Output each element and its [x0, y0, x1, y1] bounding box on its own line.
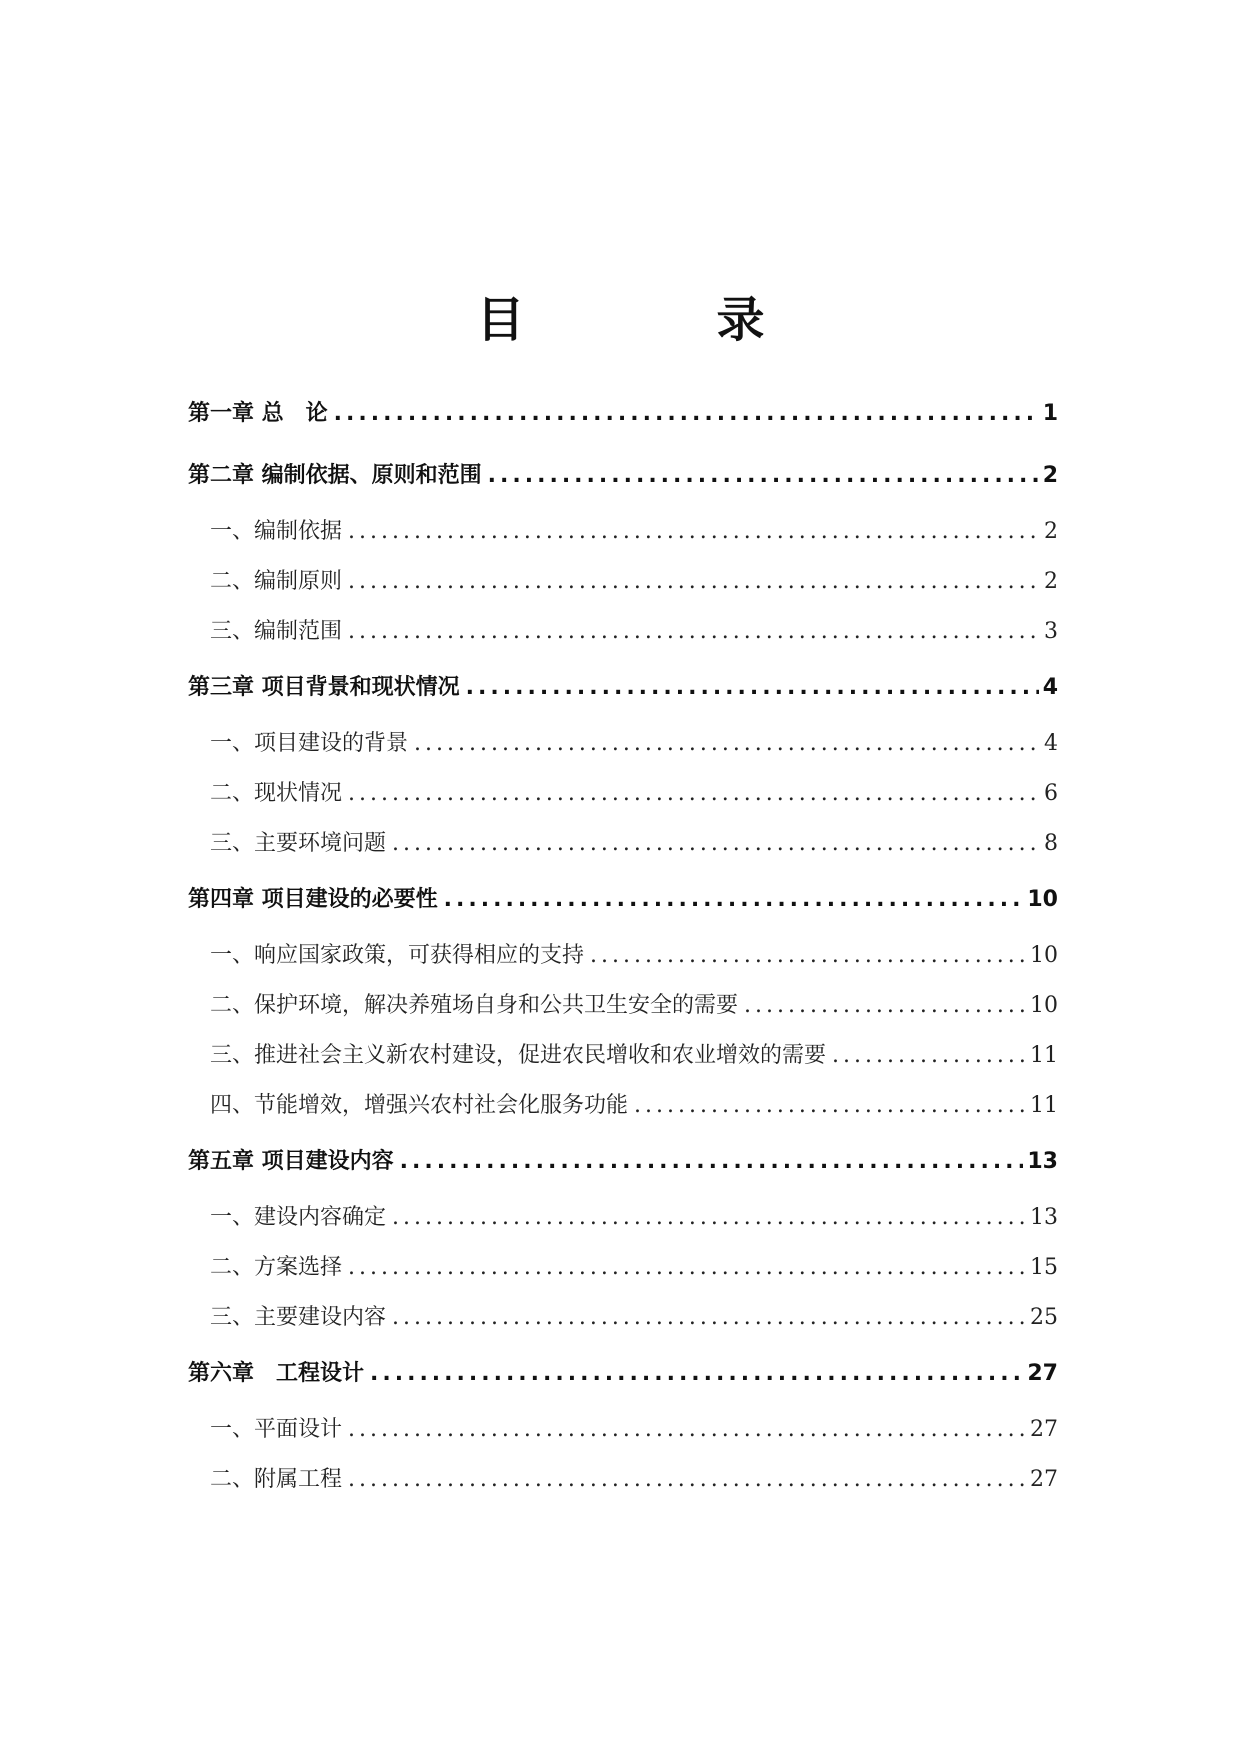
toc-page-number: 2 — [1044, 519, 1058, 544]
toc-entry-section[interactable] — [188, 822, 1058, 878]
toc-leader-dots — [370, 1352, 1023, 1396]
toc-leader-dots — [634, 1084, 1026, 1128]
table-of-contents — [188, 392, 1058, 1508]
toc-entry-chapter-5[interactable] — [188, 1140, 1058, 1202]
toc-page-number: 1 — [1042, 401, 1058, 426]
toc-entry-section[interactable] — [188, 1246, 1058, 1296]
toc-entry-section[interactable] — [188, 722, 1058, 772]
toc-leader-dots — [466, 666, 1039, 710]
toc-page-number: 8 — [1044, 831, 1058, 856]
toc-page-number: 2 — [1044, 569, 1058, 594]
toc-entry-label: 第四章 项目建设的必要性 — [188, 887, 438, 912]
toc-page-number: 4 — [1042, 675, 1058, 700]
toc-leader-dots — [590, 934, 1026, 978]
toc-entry-section[interactable] — [188, 560, 1058, 610]
toc-page-number: 4 — [1044, 731, 1058, 756]
toc-entry-section[interactable] — [188, 1458, 1058, 1508]
toc-page-number: 15 — [1030, 1255, 1058, 1280]
toc-entry-label: 二、现状情况 — [210, 781, 343, 806]
toc-entry-label: 二、编制原则 — [210, 569, 343, 594]
toc-leader-dots — [348, 1458, 1026, 1502]
toc-page-number: 2 — [1042, 463, 1058, 488]
toc-page-number: 6 — [1044, 781, 1058, 806]
toc-leader-dots — [832, 1034, 1026, 1078]
toc-entry-label: 一、建设内容确定 — [210, 1205, 387, 1230]
toc-entry-label: 三、编制范围 — [210, 619, 343, 644]
toc-page-number: 10 — [1030, 993, 1058, 1018]
toc-entry-section[interactable] — [188, 1196, 1058, 1246]
toc-entry-section[interactable] — [188, 934, 1058, 984]
toc-entry-label: 四、节能增效，增强兴农村社会化服务功能 — [210, 1093, 629, 1118]
toc-entry-label: 第五章 项目建设内容 — [188, 1149, 394, 1174]
toc-entry-label: 二、保护环境，解决养殖场自身和公共卫生安全的需要 — [210, 993, 739, 1018]
toc-entry-label: 三、推进社会主义新农村建设，促进农民增收和农业增效的需要 — [210, 1043, 827, 1068]
toc-entry-section[interactable] — [188, 510, 1058, 560]
toc-entry-chapter-2[interactable] — [188, 454, 1058, 516]
toc-leader-dots — [348, 1408, 1026, 1452]
toc-entry-section[interactable] — [188, 1034, 1058, 1084]
toc-leader-dots — [348, 772, 1040, 816]
toc-page-number: 13 — [1027, 1149, 1058, 1174]
toc-leader-dots — [392, 1196, 1026, 1240]
toc-page-number: 11 — [1030, 1093, 1058, 1118]
toc-entry-section[interactable] — [188, 1296, 1058, 1352]
toc-page-number: 27 — [1030, 1467, 1058, 1492]
toc-leader-dots — [414, 722, 1040, 766]
toc-leader-dots — [744, 984, 1026, 1028]
toc-page-number: 10 — [1030, 943, 1058, 968]
toc-entry-section[interactable] — [188, 1084, 1058, 1140]
toc-entry-label: 二、方案选择 — [210, 1255, 343, 1280]
toc-entry-label: 一、平面设计 — [210, 1417, 343, 1442]
page-title: 目 录 — [476, 292, 837, 348]
toc-entry-label: 三、主要环境问题 — [210, 831, 387, 856]
toc-leader-dots — [400, 1140, 1024, 1184]
toc-page-number: 27 — [1027, 1361, 1058, 1386]
toc-page-number: 27 — [1030, 1417, 1058, 1442]
toc-entry-label: 一、响应国家政策，可获得相应的支持 — [210, 943, 585, 968]
toc-leader-dots — [348, 1246, 1026, 1290]
toc-entry-label: 第三章 项目背景和现状情况 — [188, 675, 460, 700]
toc-leader-dots — [488, 454, 1039, 498]
toc-entry-chapter-3[interactable] — [188, 666, 1058, 728]
toc-entry-section[interactable] — [188, 984, 1058, 1034]
toc-entry-chapter-4[interactable] — [188, 878, 1058, 940]
toc-leader-dots — [348, 510, 1040, 554]
toc-entry-label: 三、主要建设内容 — [210, 1305, 387, 1330]
toc-entry-label: 第六章 工程设计 — [188, 1361, 365, 1386]
toc-entry-label: 一、项目建设的背景 — [210, 731, 409, 756]
toc-entry-section[interactable] — [188, 610, 1058, 666]
toc-page-number: 25 — [1030, 1305, 1058, 1330]
toc-page-number: 10 — [1027, 887, 1058, 912]
toc-leader-dots — [348, 610, 1040, 654]
toc-page-number: 11 — [1030, 1043, 1058, 1068]
toc-leader-dots — [392, 1296, 1026, 1340]
toc-page-number: 3 — [1044, 619, 1058, 644]
toc-page-number: 13 — [1030, 1205, 1058, 1230]
toc-entry-chapter-1[interactable] — [188, 392, 1058, 454]
toc-leader-dots — [348, 560, 1040, 604]
toc-leader-dots — [444, 878, 1024, 922]
toc-entry-label: 二、附属工程 — [210, 1467, 343, 1492]
toc-entry-section[interactable] — [188, 1408, 1058, 1458]
toc-entry-section[interactable] — [188, 772, 1058, 822]
toc-entry-label: 第二章 编制依据、原则和范围 — [188, 463, 482, 488]
toc-leader-dots — [392, 822, 1040, 866]
toc-entry-label: 第一章 总 论 — [188, 401, 328, 426]
toc-leader-dots — [334, 392, 1039, 436]
toc-entry-label: 一、编制依据 — [210, 519, 343, 544]
toc-entry-chapter-6[interactable] — [188, 1352, 1058, 1414]
